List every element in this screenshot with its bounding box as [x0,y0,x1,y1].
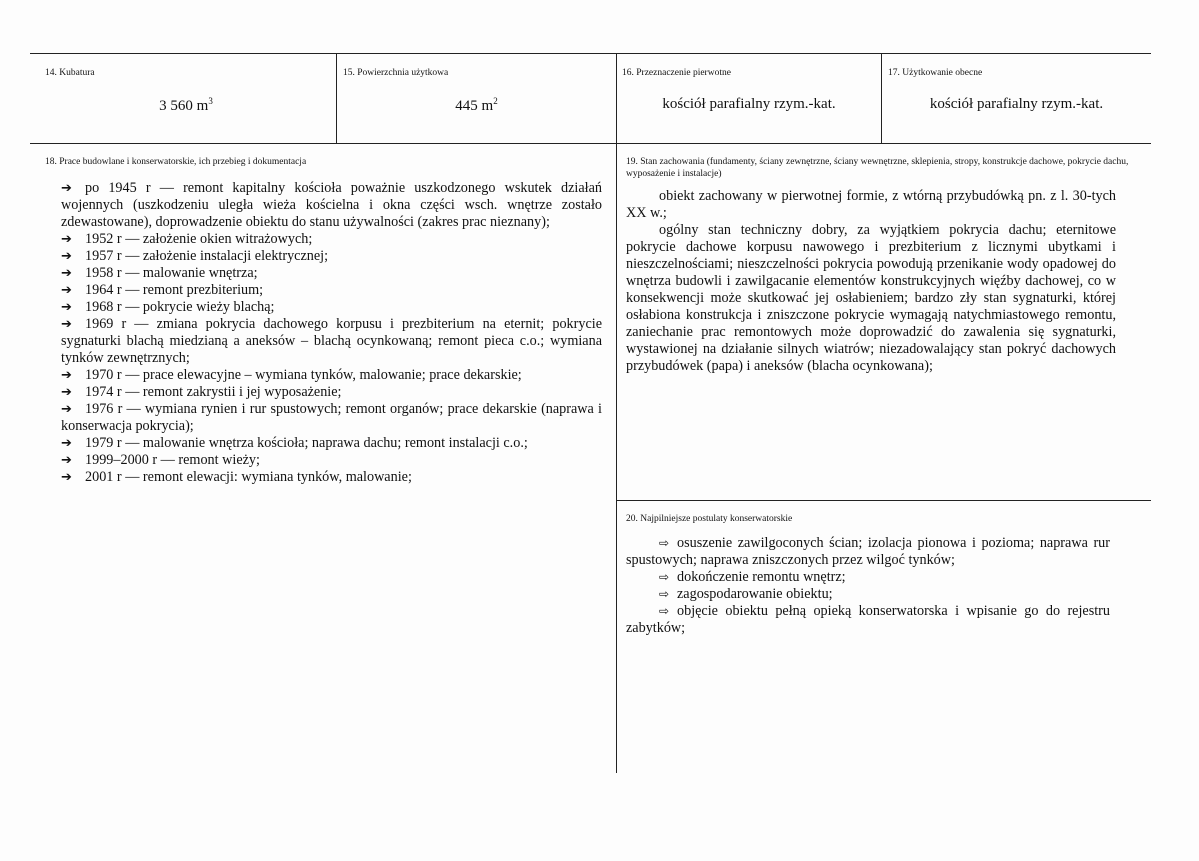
przeznaczenie-value: kościół parafialny rzym.-kat. [662,96,836,112]
work-history-lead: 1974 r — remont zakrystii i jej wyposażenie; [85,384,342,400]
hollow-arrow-icon: ⇨ [659,536,670,550]
section19-label: 19. Stan zachowania (fundamenty, ściany zewnętrzne, ściany wewnętrzne, sklepienia, stropy, konstrukcje dachowe, pokrycie dachu, wyposażenie i instalacje) [626,157,1129,179]
postulate-item [626,586,1110,603]
work-history-item [61,401,602,435]
work-history-lead: 1976 r — wymiana rynien i rur spustowych; remont organów; prace dekarskie [85,401,537,417]
work-history-lead: 1952 r — założenie okien witrażowych; [85,231,313,247]
curved-arrow-icon: ➔ [61,283,72,298]
curved-arrow-icon: ➔ [61,266,72,281]
postulate-text: zagospodarowanie obiektu; [677,586,833,602]
work-history-item [61,265,602,282]
work-history-lead: po 1945 r — remont kapitalny kościoła poważnie uszkodzonego wskutek działań [85,180,602,196]
uzytkowanie-label: 17. Użytkowanie obecne [888,68,983,78]
hollow-arrow-icon: ⇨ [659,587,670,601]
powierzchnia-number: 445 m [455,98,494,114]
curved-arrow-icon: ➔ [61,368,72,383]
section20-label: 20. Najpilniejsze postulaty konserwatorskie [626,514,793,524]
work-history-lead: 1970 r — prace elewacyjne – wymiana tynków, malowanie; prace dekarskie; [85,367,522,383]
work-history-lead: 1957 r — założenie instalacji elektrycznej; [85,248,329,264]
hollow-arrow-icon: ⇨ [659,604,670,618]
work-history-lead: 2001 r — remont elewacji: wymiana tynków, malowanie; [85,469,412,485]
work-history-item [61,435,602,452]
section19-paragraph-1: obiekt zachowany w pierwotnej formie, z wtórną przybudówką pn. z l. 30-tych XX w.; [626,188,1116,221]
work-history-item [61,316,602,367]
powierzchnia-label: 15. Powierzchnia użytkowa [343,68,449,78]
postulate-item [626,569,1110,586]
work-history-lead: 1958 r — malowanie wnętrza; [85,265,258,281]
section19-bottom-border [617,500,1151,501]
section18-list [61,180,602,486]
kubatura-exponent: 3 [208,96,213,106]
postulate-text: dokończenie remontu wnętrz; [677,569,846,585]
section19-paragraph-2: ogólny stan techniczny dobry, za wyjątkiem pokrycia dachu; eternitowe pokrycie dachowe korpusu nawowego i prezbiterium z licznymi ubytkami i nieszczelnościami; nieszczelności pokrycia powodują przenikanie wody opadowej do wnętrza budowli i zawilgacanie elementów konstrukcyjnych więźby dachowej, co w konsekwencji może skutkować jej osłabieniem; bardzo zły stan sygnaturki, której osłabiona konstrukcja i zniszczone pokrycie wymagają natychmiastowego remontu, zaniechanie prac remontowych może doprowadzić do zawalenia się sygnaturki, wystawionej na działanie silnych wiatrów; niezadowalający stan pokryć dachowych przybudówek (papa) i aneksów (blacha ocynkowana); [626,222,1116,374]
work-history-lead: 1969 r — zmiana pokrycia dachowego korpusu i prezbiterium na eternit; [85,316,545,332]
curved-arrow-icon: ➔ [61,300,72,315]
curved-arrow-icon: ➔ [61,181,72,196]
work-history-item [61,299,602,316]
work-history-lead: 1968 r — pokrycie wieży blachą; [85,299,275,315]
uzytkowanie-value: kościół parafialny rzym.-kat. [929,96,1104,112]
work-history-item [61,452,602,469]
work-history-item [61,282,602,299]
powierzchnia-value [337,96,616,115]
work-history-item [61,367,602,384]
work-history-item [61,469,602,486]
hollow-arrow-icon: ⇨ [659,570,670,584]
kubatura-label: 14. Kubatura [45,68,95,78]
postulate-text: objęcie obiektu pełną opieką konserwatorska i wpisanie go do rejestru zabytków; [626,603,1110,636]
center-divider [616,53,617,773]
postulate-text: osuszenie zawilgoconych ścian; izolacja pionowa i pozioma; naprawa rur spustowych; naprawa zniszczonych przez wilgoć tynków; [626,535,1110,568]
curved-arrow-icon: ➔ [61,470,72,485]
work-history-lead: 1999–2000 r — remont wieży; [85,452,260,468]
work-history-continuation: wojennych (uszkodzeniu uległa wieża kościelna i okna części wsch. wnętrze zostało zdewastowane), doprowadzenie obiektu do stanu używalności (zakres prac nieznany); [61,197,602,230]
table-top-border [30,53,1151,54]
section18-label: 18. Prace budowlane i konserwatorskie, ich przebieg i dokumentacja [45,157,307,167]
curved-arrow-icon: ➔ [61,385,72,400]
work-history-item [61,248,602,265]
powierzchnia-exponent: 2 [493,96,498,106]
work-history-lead: 1979 r — malowanie wnętrza kościoła; naprawa dachu; remont instalacji c.o.; [85,435,528,451]
kubatura-value [36,96,336,115]
work-history-item [61,180,602,231]
curved-arrow-icon: ➔ [61,453,72,468]
postulate-item [626,603,1110,637]
przeznaczenie-label: 16. Przeznaczenie pierwotne [622,68,731,78]
curved-arrow-icon: ➔ [61,249,72,264]
work-history-continuation: pokrycie sygnaturki blachą miedzianą a aneksów – blachą ocynkowaną; remont pieca c.o.; wymiana tynków zewnętrznych; [61,316,603,366]
work-history-continuation: (naprawa i konserwacja pokrycia); [61,401,602,434]
section19-text [626,188,1116,375]
section20-list [626,535,1110,637]
work-history-item [61,384,602,401]
curved-arrow-icon: ➔ [61,402,72,417]
row1-bottom-border [30,143,1151,144]
kubatura-number: 3 560 m [159,98,209,114]
curved-arrow-icon: ➔ [61,436,72,451]
work-history-item [61,231,602,248]
curved-arrow-icon: ➔ [61,232,72,247]
postulate-item [626,535,1110,569]
curved-arrow-icon: ➔ [61,317,72,332]
work-history-lead: 1964 r — remont prezbiterium; [85,282,264,298]
